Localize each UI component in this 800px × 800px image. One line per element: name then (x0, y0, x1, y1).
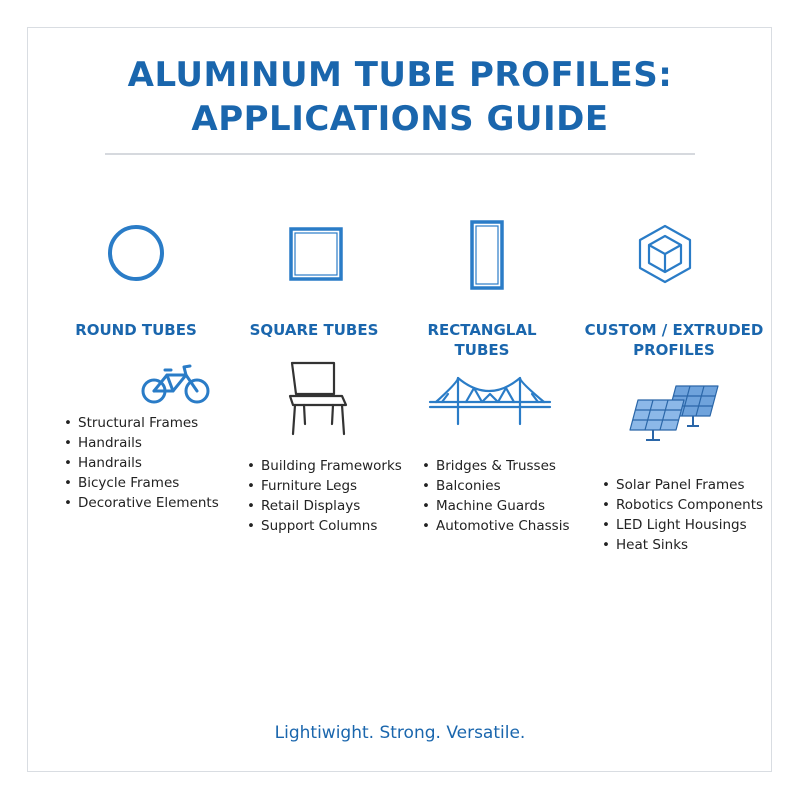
rectangular-tubes-heading (402, 320, 562, 360)
list-item: • Decorative Elements (64, 493, 219, 513)
list-item: • Automotive Chassis (422, 516, 570, 536)
list-item: • Structural Frames (64, 413, 219, 433)
page-title-line-2: APPLICATIONS GUIDE (191, 99, 609, 139)
list-item: • Bicycle Frames (64, 473, 219, 493)
list-item: • Building Frameworks (247, 456, 402, 476)
rectangle-outline-icon (469, 219, 505, 291)
square-tubes-heading (234, 320, 394, 340)
list-item: • LED Light Housings (602, 515, 763, 535)
page-title-line-1: ALUMINUM TUBE PROFILES: (127, 55, 673, 95)
square-outline-icon (288, 226, 344, 282)
round-tubes-applications (64, 413, 219, 513)
list-item: • Handrails (64, 453, 219, 473)
rectangular-tubes-heading-line-2: TUBES (454, 341, 510, 359)
list-item: • Solar Panel Frames (602, 475, 763, 495)
title-divider (105, 153, 695, 155)
custom-profiles-heading-line-1: CUSTOM / EXTRUDED (584, 321, 764, 339)
bicycle-icon (140, 362, 212, 406)
custom-profiles-applications (602, 475, 763, 555)
rectangular-tubes-applications (422, 456, 570, 536)
square-tubes-applications (247, 456, 402, 536)
square-tubes-heading-line-1: SQUARE TUBES (249, 321, 379, 339)
list-item: • Machine Guards (422, 496, 570, 516)
list-item: • Bridges & Trusses (422, 456, 570, 476)
list-item: • Handrails (64, 433, 219, 453)
round-tubes-heading-line-1: ROUND TUBES (75, 321, 197, 339)
list-item: • Balconies (422, 476, 570, 496)
rectangular-tubes-heading-line-1: RECTANGLAL (427, 321, 537, 339)
custom-profiles-heading-line-2: PROFILES (633, 341, 715, 359)
circle-outline-icon (106, 223, 166, 283)
list-item: • Heat Sinks (602, 535, 763, 555)
solar-panel-icon (626, 382, 722, 448)
tagline: Lightiwight. Strong. Versatile. (274, 723, 526, 743)
list-item: • Robotics Components (602, 495, 763, 515)
list-item: • Support Columns (247, 516, 402, 536)
bridge-icon (428, 374, 552, 426)
list-item: • Retail Displays (247, 496, 402, 516)
list-item: • Furniture Legs (247, 476, 402, 496)
round-tubes-heading (56, 320, 216, 340)
custom-profiles-heading (574, 320, 774, 360)
chair-icon (284, 358, 352, 438)
custom-profile-icon (634, 223, 696, 285)
